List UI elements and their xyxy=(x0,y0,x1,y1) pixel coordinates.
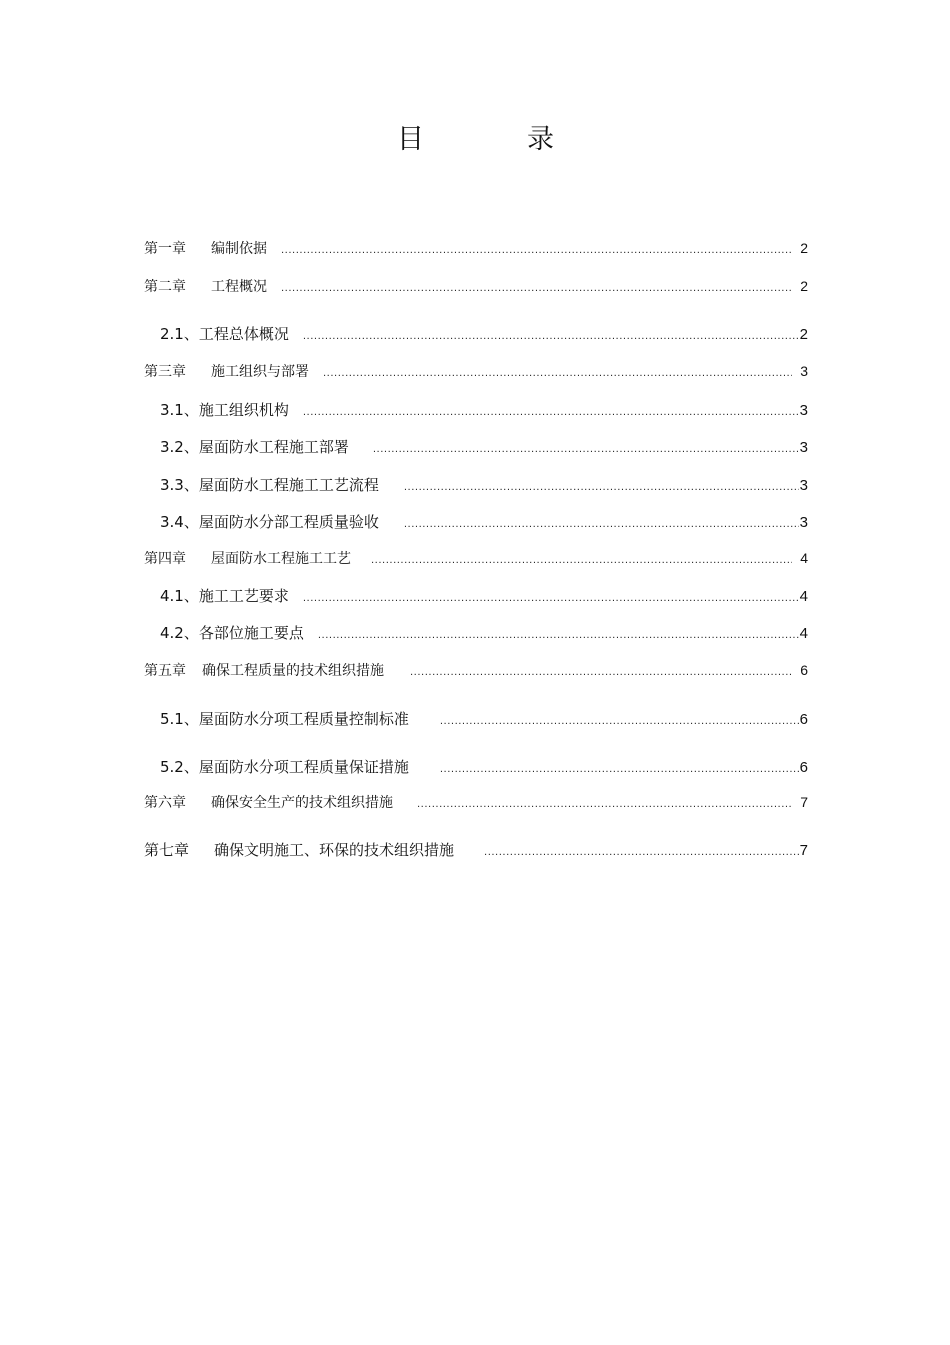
toc-entry-section-3-2[interactable] xyxy=(160,436,808,457)
toc-entry-text: 4.2、各部位施工要点 xyxy=(160,624,304,642)
toc-dot-leader xyxy=(281,245,792,256)
toc-dot-leader xyxy=(318,630,799,641)
toc-entry-chapter-5[interactable] xyxy=(144,660,808,680)
toc-entry-text: 确保文明施工、环保的技术组织措施 xyxy=(214,841,455,859)
toc-dot-leader xyxy=(303,593,799,604)
toc-chapter-number: 第七章 xyxy=(144,841,190,859)
toc-entry-text: 4.1、施工工艺要求 xyxy=(160,587,289,605)
toc-title xyxy=(0,122,950,162)
toc-entry-text: 工程概况 xyxy=(211,279,267,295)
toc-entry-section-2-1[interactable] xyxy=(160,323,808,344)
toc-title-char-1: 目 xyxy=(397,124,424,155)
toc-page-number: 2 xyxy=(800,240,808,256)
toc-dot-leader xyxy=(417,799,792,810)
toc-page-number: 3 xyxy=(799,402,808,419)
toc-entry-chapter-4[interactable] xyxy=(144,548,808,568)
toc-page-number: 7 xyxy=(799,842,808,859)
toc-dot-leader xyxy=(303,407,799,418)
toc-chapter-number: 第三章 xyxy=(144,364,186,380)
toc-entry-section-4-1[interactable] xyxy=(160,585,808,606)
toc-dot-leader xyxy=(323,368,792,379)
toc-page-number: 3 xyxy=(800,363,808,379)
toc-entry-section-3-1[interactable] xyxy=(160,399,808,420)
toc-chapter-number: 第四章 xyxy=(144,551,186,567)
toc-page-number: 4 xyxy=(799,588,808,605)
toc-entry-text: 3.2、屋面防水工程施工部署 xyxy=(160,438,349,456)
toc-entry-section-4-2[interactable] xyxy=(160,622,808,643)
toc-dot-leader xyxy=(404,482,799,493)
toc-entry-chapter-7[interactable] xyxy=(144,839,808,860)
toc-page-number: 7 xyxy=(800,794,808,810)
toc-page-number: 4 xyxy=(799,625,808,642)
toc-dot-leader xyxy=(281,283,792,294)
toc-entry-text: 屋面防水工程施工工艺 xyxy=(211,551,351,567)
toc-entry-section-5-2[interactable] xyxy=(160,756,808,777)
toc-dot-leader xyxy=(440,716,799,727)
toc-page-number: 2 xyxy=(799,326,808,343)
toc-chapter-number: 第六章 xyxy=(144,795,186,811)
toc-entry-text: 5.2、屋面防水分项工程质量保证措施 xyxy=(160,758,409,776)
toc-dot-leader xyxy=(404,519,799,530)
toc-entry-text: 确保工程质量的技术组织措施 xyxy=(202,663,384,679)
toc-entry-section-5-1[interactable] xyxy=(160,708,808,729)
toc-entry-text: 3.4、屋面防水分部工程质量验收 xyxy=(160,513,379,531)
toc-page-number: 2 xyxy=(800,278,808,294)
toc-dot-leader xyxy=(371,555,792,566)
toc-entry-text: 施工组织与部署 xyxy=(211,364,309,380)
toc-entry-text: 2.1、工程总体概况 xyxy=(160,325,289,343)
toc-title-char-2: 录 xyxy=(527,124,554,155)
toc-entry-chapter-3[interactable] xyxy=(144,361,808,381)
toc-dot-leader xyxy=(373,444,799,455)
toc-dot-leader xyxy=(440,764,799,775)
toc-dot-leader xyxy=(303,331,799,342)
toc-entry-section-3-3[interactable] xyxy=(160,474,808,495)
toc-page-number: 6 xyxy=(800,662,808,678)
toc-page-number: 3 xyxy=(799,514,808,531)
toc-entry-text: 确保安全生产的技术组织措施 xyxy=(211,795,393,811)
toc-page-number: 6 xyxy=(799,759,808,776)
toc-entry-text: 5.1、屋面防水分项工程质量控制标准 xyxy=(160,710,409,728)
toc-page-number: 3 xyxy=(799,439,808,456)
toc-chapter-number: 第五章 xyxy=(144,663,186,679)
toc-entry-text: 编制依据 xyxy=(211,241,267,257)
toc-entry-text: 3.3、屋面防水工程施工工艺流程 xyxy=(160,476,379,494)
toc-chapter-number: 第二章 xyxy=(144,279,186,295)
toc-dot-leader xyxy=(410,667,792,678)
toc-chapter-number: 第一章 xyxy=(144,241,186,257)
toc-page-number: 6 xyxy=(799,711,808,728)
toc-entry-chapter-2[interactable] xyxy=(144,276,808,296)
toc-entry-chapter-6[interactable] xyxy=(144,792,808,812)
toc-page-number: 4 xyxy=(800,550,808,566)
toc-dot-leader xyxy=(484,847,799,858)
toc-entry-chapter-1[interactable] xyxy=(144,238,808,258)
toc-entry-section-3-4[interactable] xyxy=(160,511,808,532)
toc-page-number: 3 xyxy=(799,477,808,494)
toc-entry-text: 3.1、施工组织机构 xyxy=(160,401,289,419)
